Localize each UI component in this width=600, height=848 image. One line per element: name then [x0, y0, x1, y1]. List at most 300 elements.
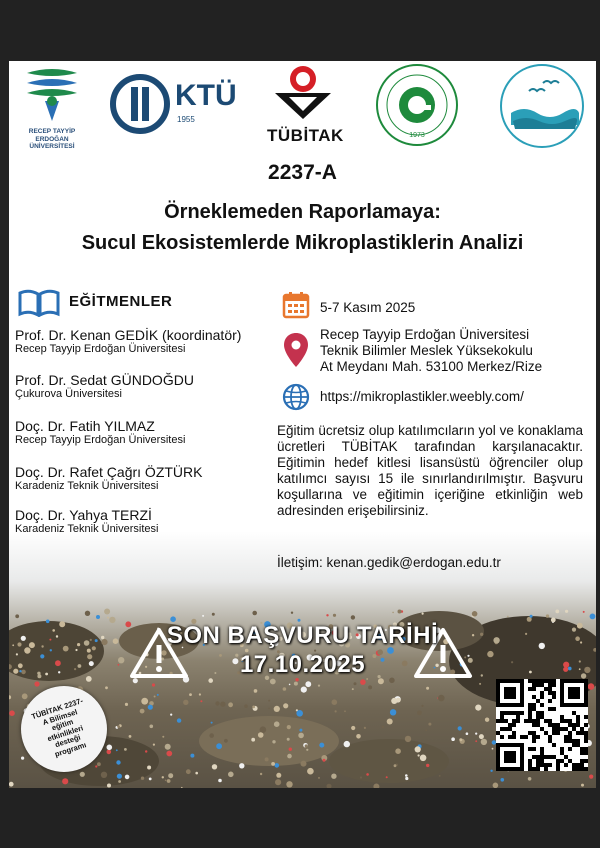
qr-module [568, 719, 572, 723]
qr-module [540, 711, 544, 715]
pebble [318, 777, 320, 779]
pebble [438, 695, 445, 702]
qr-module [568, 759, 572, 763]
qr-module [544, 755, 548, 759]
event-location [320, 327, 542, 375]
qr-module [560, 759, 564, 763]
pebble [546, 614, 549, 617]
pebble [451, 737, 455, 741]
pebble [202, 615, 204, 617]
qr-module [584, 747, 588, 751]
pebble [220, 702, 225, 707]
pebble [116, 749, 118, 751]
pebble [327, 784, 332, 788]
qr-module [512, 719, 516, 723]
qr-module [572, 727, 576, 731]
instructor-4-affiliation: Karadeniz Teknik Üniversitesi [15, 480, 159, 492]
qr-module [504, 711, 508, 715]
pebble [9, 782, 14, 787]
tubitak-text: TÜBİTAK [267, 126, 344, 145]
qr-module [548, 679, 552, 683]
pebble [212, 764, 217, 769]
pebble [466, 732, 469, 735]
qr-module [528, 763, 532, 767]
tubitak-logo [267, 63, 344, 147]
qr-module [576, 739, 580, 743]
rte-line-2: ERDOĞAN [35, 135, 69, 143]
pebble [228, 772, 234, 778]
pebble [183, 700, 188, 705]
pebble [274, 721, 280, 727]
pebble [493, 783, 499, 789]
pebble [422, 613, 424, 615]
qr-module [564, 719, 568, 723]
pebble [459, 738, 462, 741]
qr-module [516, 715, 520, 719]
pebble [392, 612, 394, 614]
qr-module [536, 755, 540, 759]
qr-module [576, 731, 580, 735]
pebble [124, 748, 127, 751]
pebble [166, 751, 172, 757]
pebble [162, 776, 164, 778]
pebble [149, 778, 152, 781]
qr-module [528, 707, 532, 711]
qr-module [528, 679, 532, 683]
instructor-1 [15, 328, 241, 356]
pebble [492, 748, 494, 750]
pebble [215, 701, 219, 705]
pebble [129, 735, 132, 738]
instructor-5-affiliation: Karadeniz Teknik Üniversitesi [15, 523, 159, 535]
instructor-5 [15, 508, 158, 536]
pebble [252, 611, 257, 616]
qr-module [572, 711, 576, 715]
pebble [195, 772, 198, 775]
ktu-emblem [109, 73, 171, 135]
pebble [260, 773, 262, 775]
qr-module [512, 731, 516, 735]
qr-module [544, 763, 548, 767]
qr-module [584, 731, 588, 735]
pebble [190, 754, 194, 758]
qr-module [552, 743, 556, 747]
deadline-label: SON BAŞVURU TARİHİ [166, 622, 439, 649]
pebble [583, 611, 585, 613]
ktu-year: 1955 [177, 115, 195, 124]
qr-module [540, 763, 544, 767]
instructor-3 [15, 419, 185, 447]
qr-module [540, 751, 544, 755]
instructor-2 [15, 373, 194, 401]
qr-module [532, 731, 536, 735]
pebble [283, 687, 287, 691]
pebble [95, 765, 97, 767]
pebble [332, 699, 338, 705]
pebble [117, 725, 120, 728]
qr-module [580, 731, 584, 735]
qr-module [516, 711, 520, 715]
qr-module [564, 755, 568, 759]
qr-module [548, 763, 552, 767]
qr-module [548, 719, 552, 723]
qr-code-pattern [496, 679, 588, 771]
instructor-2-name: Prof. Dr. Sedat GÜNDOĞDU [15, 372, 194, 388]
pebble [344, 710, 346, 712]
pebble [351, 726, 355, 730]
qr-module [584, 767, 588, 771]
pebble [398, 610, 402, 614]
qr-module [516, 719, 520, 723]
pebble [145, 750, 147, 752]
pebble [405, 777, 408, 780]
pebble [481, 739, 487, 745]
qr-module [520, 735, 524, 739]
rte-line-1: RECEP TAYYİP [28, 128, 76, 135]
qr-module [532, 683, 536, 687]
stamp-text: TÜBİTAK 2237-A Bilimsel eğitim etkinlikleri desteği programı [30, 695, 88, 758]
pebble [475, 740, 477, 742]
qr-module [548, 699, 552, 703]
pebble [364, 727, 366, 729]
pebble [344, 741, 350, 747]
pebble [289, 748, 292, 751]
pebble [125, 703, 128, 706]
pebble [360, 776, 362, 778]
qr-module [556, 759, 560, 763]
pebble [62, 778, 68, 784]
pebble [141, 777, 144, 780]
qr-module [584, 715, 588, 719]
pebble [294, 682, 298, 686]
pebble [287, 738, 290, 741]
pebble [167, 779, 171, 783]
pebble [275, 763, 280, 768]
pebble [177, 718, 181, 722]
instructor-1-name: Prof. Dr. Kenan GEDİK (koordinatör) [15, 327, 242, 343]
instructor-5-name: Doç. Dr. Yahya TERZİ [15, 507, 152, 523]
pebble [165, 780, 167, 782]
event-date: 5-7 Kasım 2025 [320, 300, 416, 315]
qr-module [560, 715, 564, 719]
pebble [107, 617, 109, 619]
qr-module [572, 743, 576, 747]
pebble [395, 748, 401, 754]
pebble [105, 686, 108, 689]
qr-module [536, 759, 540, 763]
qr-module [544, 731, 548, 735]
qr-module [532, 735, 536, 739]
pebble [9, 695, 11, 699]
qr-module [548, 735, 552, 739]
pebble [386, 776, 388, 778]
qr-module [500, 715, 504, 719]
pebble [319, 743, 324, 748]
pebble [251, 738, 255, 742]
pebble [323, 759, 326, 762]
qr-module [528, 767, 532, 771]
pebble [150, 725, 154, 729]
title-line-2: Sucul Ekosistemlerde Mikroplastiklerin Analizi [81, 232, 524, 254]
pebble [318, 685, 320, 687]
pebble [141, 698, 148, 705]
pebble [418, 754, 420, 756]
pebble [458, 726, 462, 730]
pebble [258, 732, 264, 738]
poster [9, 61, 596, 788]
pebble [268, 708, 270, 710]
research-institute-logo [499, 63, 585, 149]
pebble [356, 734, 361, 739]
qr-module [564, 727, 568, 731]
qr-module [536, 679, 540, 683]
pebble [296, 710, 303, 717]
qr-module [564, 763, 568, 767]
qr-module [536, 683, 540, 687]
qr-module [560, 727, 564, 731]
qr-module [528, 719, 532, 723]
qr-module [500, 711, 504, 715]
instructor-1-affiliation: Recep Tayyip Erdoğan Üniversitesi [15, 343, 186, 355]
qr-module [540, 703, 544, 707]
pebble [417, 710, 422, 715]
pebble [125, 775, 130, 780]
qr-module [508, 727, 512, 731]
instructor-4-name: Doç. Dr. Rafet Çağrı ÖZTÜRK [15, 464, 203, 480]
qr-module [548, 739, 552, 743]
qr-module [504, 719, 508, 723]
pebble [368, 685, 372, 689]
location-pin-icon [284, 333, 308, 367]
qr-module [584, 739, 588, 743]
pebble [275, 779, 281, 785]
qr-module [532, 679, 536, 683]
qr-module [540, 759, 544, 763]
title-line-1: Örneklemeden Raporlamaya: [164, 201, 441, 223]
pebble [307, 768, 314, 775]
qr-module [560, 751, 564, 755]
pebble [394, 764, 397, 767]
pebble [252, 706, 255, 709]
research-institute-emblem [499, 63, 585, 149]
pebble [107, 784, 111, 788]
pebble [420, 755, 427, 762]
pebble [286, 781, 292, 787]
pebble [152, 683, 155, 686]
pebble [189, 693, 192, 696]
qr-module [532, 767, 536, 771]
qr-module [560, 747, 564, 751]
cukurova-year: 1973 [409, 132, 425, 139]
pebble [199, 693, 201, 695]
pebble [21, 757, 24, 760]
cukurova-university-logo [375, 63, 459, 147]
qr-module [548, 691, 552, 695]
qr-module [552, 707, 556, 711]
pebble [439, 775, 441, 777]
pebble [104, 609, 110, 615]
qr-finder [568, 687, 580, 699]
qr-module [512, 735, 516, 739]
qr-module [572, 763, 576, 767]
rte-university-logo [17, 67, 87, 150]
pebble [118, 780, 121, 783]
pebble [148, 705, 153, 710]
qr-module [528, 747, 532, 751]
instructor-3-affiliation: Recep Tayyip Erdoğan Üniversitesi [15, 434, 186, 446]
pebble [200, 700, 202, 702]
qr-finder [504, 751, 516, 763]
qr-module [540, 727, 544, 731]
pebble [530, 615, 533, 618]
pebble [291, 612, 293, 614]
qr-module [576, 723, 580, 727]
deadline-date: 17.10.2025 [239, 651, 366, 678]
qr-module [532, 723, 536, 727]
qr-module [536, 767, 540, 771]
qr-module [520, 711, 524, 715]
qr-module [584, 735, 588, 739]
pebble [9, 710, 15, 716]
pebble [305, 681, 311, 687]
pebble [301, 687, 307, 693]
pebble [271, 762, 275, 766]
pebble [283, 703, 288, 708]
pebble [352, 688, 354, 690]
pebble [168, 773, 173, 778]
qr-module [500, 735, 504, 739]
rte-line-3: ÜNİVERSİTESİ [29, 143, 75, 150]
pebble [101, 772, 107, 778]
pebble [472, 611, 478, 617]
pebble [147, 766, 151, 770]
website-link[interactable]: https://mikroplastikler.weebly.com/ [320, 389, 524, 404]
qr-module [512, 723, 516, 727]
qr-module [552, 695, 556, 699]
pebble [378, 678, 384, 684]
qr-module [528, 715, 532, 719]
qr-module [576, 767, 580, 771]
pebble [268, 700, 270, 702]
qr-module [508, 723, 512, 727]
pebble [306, 749, 308, 751]
pebble [581, 784, 584, 787]
qr-module [524, 735, 528, 739]
pebble [140, 709, 145, 714]
pebble [479, 734, 484, 739]
cukurova-emblem [375, 63, 459, 147]
qr-module [552, 679, 556, 683]
program-code: 2237-A [268, 161, 337, 184]
pebble [326, 614, 328, 616]
qr-finder [504, 687, 516, 699]
pebble [239, 763, 244, 768]
pebble [426, 687, 429, 690]
pebble [212, 613, 215, 616]
pebble [475, 705, 481, 711]
pebble [490, 770, 492, 772]
qr-module [528, 687, 532, 691]
pebble [589, 775, 593, 779]
pebble [421, 705, 423, 707]
pebble [479, 683, 481, 685]
qr-module [580, 751, 584, 755]
pebble [387, 719, 393, 725]
qr-module [536, 719, 540, 723]
pebble [228, 702, 233, 707]
qr-module [556, 731, 560, 735]
pebble [218, 779, 222, 783]
qr-module [568, 735, 572, 739]
pebble [501, 778, 505, 782]
pebble [485, 718, 489, 722]
pebble [507, 616, 509, 618]
qr-module [536, 699, 540, 703]
pebble [331, 774, 336, 779]
qr-module [540, 715, 544, 719]
pebble [107, 745, 113, 751]
globe-icon [282, 383, 310, 411]
qr-module [532, 719, 536, 723]
qr-module [556, 767, 560, 771]
qr-module [552, 727, 556, 731]
qr-module [532, 703, 536, 707]
book-icon [17, 289, 61, 317]
qr-module [544, 687, 548, 691]
qr-module [556, 727, 560, 731]
qr-module [580, 727, 584, 731]
pebble [117, 774, 122, 779]
pebble [96, 615, 100, 619]
qr-module [580, 747, 584, 751]
pebble [301, 761, 307, 767]
rte-emblem [17, 67, 87, 123]
pebble [396, 698, 401, 703]
pebble [373, 784, 379, 789]
qr-code[interactable] [496, 679, 588, 771]
qr-module [512, 711, 516, 715]
qr-module [532, 707, 536, 711]
qr-module [576, 743, 580, 747]
pebble [274, 706, 280, 712]
qr-module [536, 735, 540, 739]
qr-module [532, 755, 536, 759]
pebble [97, 762, 101, 766]
pebble [80, 772, 85, 777]
pebble [351, 615, 355, 619]
qr-module [528, 731, 532, 735]
pebble [260, 726, 267, 733]
pebble [366, 773, 369, 776]
pebble [360, 679, 366, 685]
pebble [211, 722, 213, 724]
tubitak-emblem [267, 63, 339, 121]
qr-module [552, 683, 556, 687]
pebble [588, 683, 595, 690]
ktu-logo [109, 73, 249, 133]
pebble [85, 611, 90, 616]
qr-module [584, 723, 588, 727]
pebble [181, 787, 183, 788]
qr-module [500, 719, 504, 723]
ktu-text: KTÜ [175, 79, 237, 112]
pebble [15, 614, 19, 618]
description: Eğitim ücretsiz olup katılımcıların yol ve konaklama ücretleri TÜBİTAK tarafından karşılanacaktır. Eğitimin hedef kitlesi lisansüstü öğrenciler olup katılımcı sayısı 15 ile sınırlandırılmıştır. Başvuru koşullarına ve eğitimin içeriğine etkinliğin web adresinden erişebilirsiniz. [277, 423, 583, 518]
qr-module [536, 715, 540, 719]
qr-module [556, 763, 560, 767]
qr-module [584, 751, 588, 755]
pebble [162, 736, 164, 738]
